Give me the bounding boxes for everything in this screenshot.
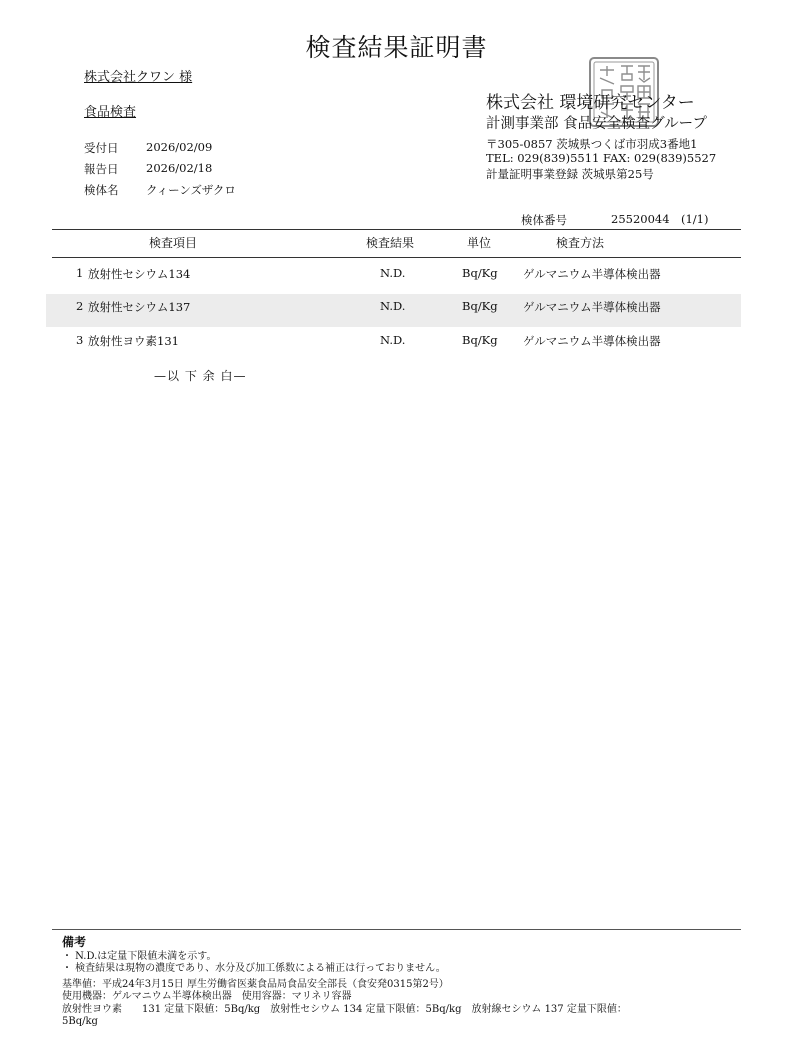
received-date-value: 2026/02/09 [146,140,213,154]
page-indicator: (1/1) [681,212,709,226]
row-1-method: ゲルマニウム半導体検出器 [523,267,661,281]
row-2-item: 放射性セシウム137 [88,300,191,314]
issuer-registration: 計量証明事業登録 茨城県第25号 [486,167,654,181]
notes-title: 備考 [62,935,87,949]
row-3-result: N.D. [380,333,406,347]
row-3-item: 放射性ヨウ素131 [88,334,179,348]
sample-number-value: 25520044 [611,212,670,226]
row-1-unit: Bq/Kg [462,266,498,280]
issuer-phone: TEL: 029(839)5511 FAX: 029(839)5527 [486,151,717,165]
notes-rule [52,929,741,930]
row-3-number: 3 [76,333,84,347]
row-2-number: 2 [76,299,84,313]
header-result: 検査結果 [366,236,415,250]
end-of-records-mark: —以 下 余 白— [154,369,247,383]
row-3-method: ゲルマニウム半導体検出器 [523,334,661,348]
row-1-result: N.D. [380,266,406,280]
header-item: 検査項目 [149,236,198,250]
row-3-unit: Bq/Kg [462,333,498,347]
client-name: 株式会社クワン 様 [84,70,193,85]
sample-name-label: 検体名 [84,183,119,197]
note-line: 使用機器：ゲルマニウム半導体検出器 使用容器：マリネリ容器 [62,991,352,1002]
row-1-item: 放射性セシウム134 [88,267,191,281]
row-2-unit: Bq/Kg [462,299,498,313]
issuer-department: 計測事業部 食品安全検査グループ [486,116,707,132]
header-method: 検査方法 [556,236,605,250]
report-date-label: 報告日 [84,162,119,176]
issuer-company: 株式会社 環境研究センター [486,93,695,113]
row-2-result: N.D. [380,299,406,313]
table-top-rule [52,229,741,230]
header-unit: 単位 [467,236,492,250]
row-2-method: ゲルマニウム半導体検出器 [523,300,661,314]
note-line: ・ 検査結果は現物の濃度であり、水分及び加工係数による補正は行っておりません。 [62,963,446,974]
document-title: 検査結果証明書 [305,33,488,62]
inspection-category: 食品検査 [84,105,137,120]
note-line: 基準値：平成24年3月15日 厚生労働省医薬食品局食品安全部長（食安発0315第2号） [62,979,449,990]
row-1-number: 1 [76,266,84,280]
sample-name-value: クィーンズザクロ [146,183,236,197]
report-date-value: 2026/02/18 [146,161,213,175]
issuer-address: 〒305-0857 茨城県つくば市羽成3番地1 [486,137,698,151]
note-line: ・ N.D.は定量下限値未満を示す。 [62,951,217,962]
table-header-rule [52,257,741,258]
sample-number-label: 検体番号 [521,213,567,227]
note-line: 放射性ヨウ素 131 定量下限値：5Bq/kg 放射性セシウム 134 定量下限値：5Bq/kg 放射線セシウム 137 定量下限値： [62,1004,627,1015]
note-line: 5Bq/kg [62,1016,98,1027]
received-date-label: 受付日 [84,141,119,155]
